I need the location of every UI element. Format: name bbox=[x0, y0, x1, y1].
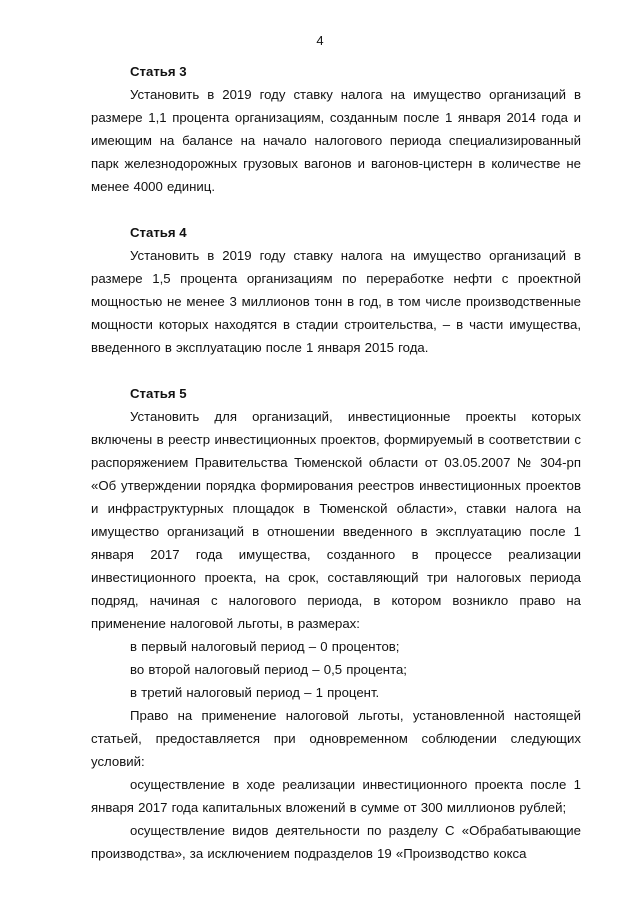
article-5 bbox=[91, 382, 581, 865]
document-body bbox=[91, 60, 581, 888]
article-paragraph: Установить в 2019 году ставку налога на имущество организаций в размере 1,5 процента организациям по переработке нефти с проектной мощностью не менее 3 миллионов тонн в год, в том числе производственные мощности которых находятся в стадии строительства, – в части имущества, введенного в эксплуатацию после 1 января 2015 года. bbox=[91, 248, 581, 355]
article-paragraph: Установить в 2019 году ставку налога на имущество организаций в размере 1,1 процента организациям, созданным после 1 января 2014 года и имеющим на балансе на начало налогового периода специализированный парк железнодорожных грузовых вагонов и вагонов-цистерн в количестве не менее 4000 единиц. bbox=[91, 87, 581, 194]
condition-capital-investment: осуществление в ходе реализации инвестиционного проекта после 1 января 2017 года капитальных вложений в сумме от 300 миллионов рублей; bbox=[91, 777, 581, 815]
article-3 bbox=[91, 60, 581, 198]
article-4 bbox=[91, 221, 581, 359]
page-number: 4 bbox=[316, 33, 324, 48]
condition-activity-types: осуществление видов деятельности по разделу C «Обрабатывающие производства», за исключением подразделов 19 «Производство кокса bbox=[91, 823, 581, 861]
article-heading: Статья 4 bbox=[130, 225, 187, 240]
article-paragraph: Право на применение налоговой льготы, установленной настоящей статьей, предоставляется при одновременном соблюдении следующих условий: bbox=[91, 708, 581, 769]
list-item-rate-third-period: в третий налоговый период – 1 процент. bbox=[130, 685, 380, 700]
article-paragraph: Установить для организаций, инвестиционные проекты которых включены в реестр инвестиционных проектов, формируемый в соответствии с распоряжением Правительства Тюменской области от 03.05.2007 № 304-рп «Об утверждении порядка формирования реестров инвестиционных проектов и инфраструктурных площадок в Тюменской области», ставки налога на имущество организаций в отношении введенного в эксплуатацию после 1 января 2017 года имущества, созданного в процессе реализации инвестиционного проекта, на срок, составляющий три налоговых периода подряд, начиная с налогового периода, в котором возникло право на применение налоговой льготы, в размерах: bbox=[91, 409, 581, 631]
list-item-rate-second-period: во второй налоговый период – 0,5 процента; bbox=[130, 662, 407, 677]
article-heading: Статья 3 bbox=[130, 64, 187, 79]
list-item-rate-first-period: в первый налоговый период – 0 процентов; bbox=[130, 639, 400, 654]
article-heading: Статья 5 bbox=[130, 386, 187, 401]
